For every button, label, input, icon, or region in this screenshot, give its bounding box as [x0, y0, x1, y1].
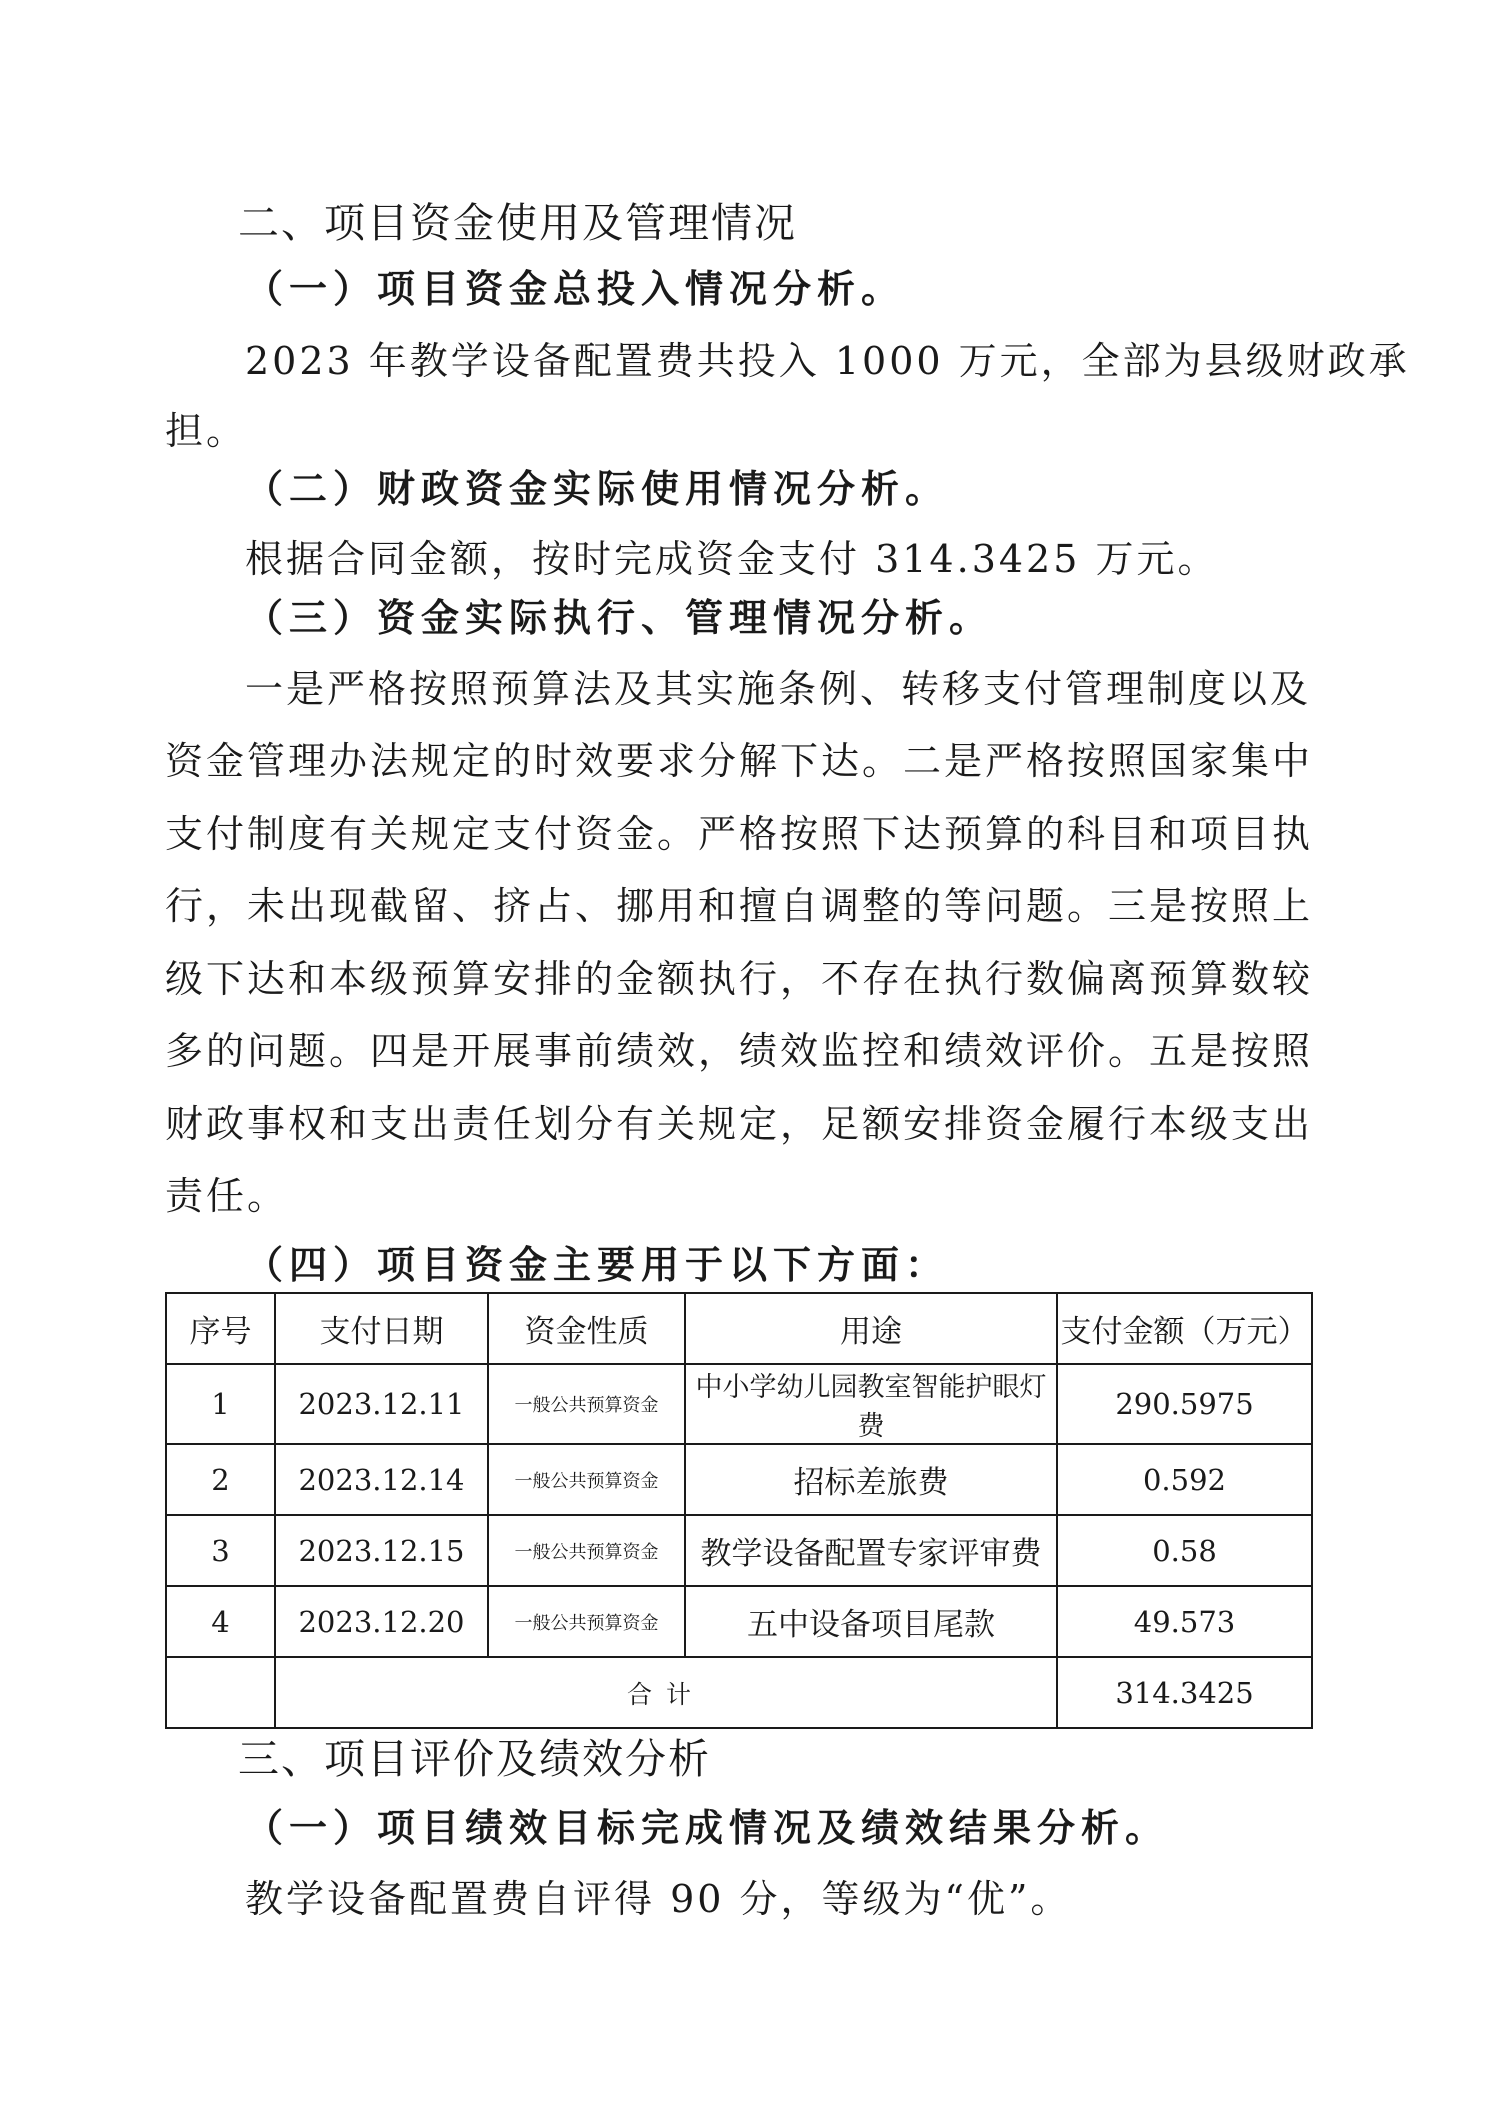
section2-sub3-line2: 资金管理办法规定的时效要求分解下达。二是严格按照国家集中 [165, 739, 1314, 783]
cell-date: 2023.12.15 [275, 1515, 488, 1586]
section2-sub1-title: （一）项目资金总投入情况分析。 [245, 266, 906, 311]
cell-index: 2 [166, 1444, 275, 1515]
payment-table [165, 1292, 1311, 1729]
total-value: 314.3425 [1057, 1657, 1312, 1728]
section3-title: 三、项目评价及绩效分析 [238, 1735, 711, 1783]
section3-sub1-title: （一）项目绩效目标完成情况及绩效结果分析。 [245, 1805, 1170, 1850]
total-label: 合计 [275, 1657, 1057, 1728]
table-total-row [166, 1657, 1312, 1728]
cell-fund-type: 一般公共预算资金 [488, 1364, 685, 1444]
header-index: 序号 [166, 1293, 275, 1364]
section3-sub1-text: 教学设备配置费自评得 90 分，等级为“优”。 [245, 1877, 1072, 1921]
cell-purpose: 招标差旅费 [685, 1444, 1057, 1515]
cell-purpose: 中小学幼儿园教室智能护眼灯费 [685, 1364, 1057, 1444]
table-row [166, 1586, 1312, 1657]
header-fund-type: 资金性质 [488, 1293, 685, 1364]
section2-sub2-text: 根据合同金额，按时完成资金支付 314.3425 万元。 [245, 537, 1219, 581]
table-row [166, 1444, 1312, 1515]
cell-amount: 290.5975 [1057, 1364, 1312, 1444]
cell-amount: 0.592 [1057, 1444, 1312, 1515]
cell-fund-type: 一般公共预算资金 [488, 1586, 685, 1657]
section2-sub3-line1: 一是严格按照预算法及其实施条例、转移支付管理制度以及 [245, 667, 1312, 711]
section2-sub1-line2: 担。 [165, 409, 248, 453]
section2-sub3-line5: 级下达和本级预算安排的金额执行，不存在执行数偏离预算数较 [165, 957, 1314, 1001]
header-amount: 支付金额（万元） [1057, 1293, 1312, 1364]
cell-index: 4 [166, 1586, 275, 1657]
section2-sub1-line1: 2023 年教学设备配置费共投入 1000 万元，全部为县级财政承 [245, 339, 1410, 383]
cell-index: 1 [166, 1364, 275, 1444]
table-row [166, 1364, 1312, 1444]
section2-sub3-line3: 支付制度有关规定支付资金。严格按照下达预算的科目和项目执 [165, 812, 1314, 856]
table-header-row [166, 1293, 1312, 1364]
section2-sub3-line8: 责任。 [165, 1174, 289, 1218]
cell-amount: 0.58 [1057, 1515, 1312, 1586]
cell-purpose: 五中设备项目尾款 [685, 1586, 1057, 1657]
section2-sub2-title: （二）财政资金实际使用情况分析。 [245, 466, 950, 511]
cell-date: 2023.12.14 [275, 1444, 488, 1515]
section2-sub3-line6: 多的问题。四是开展事前绩效，绩效监控和绩效评价。五是按照 [165, 1029, 1314, 1073]
cell-amount: 49.573 [1057, 1586, 1312, 1657]
header-date: 支付日期 [275, 1293, 488, 1364]
cell-date: 2023.12.11 [275, 1364, 488, 1444]
cell-fund-type: 一般公共预算资金 [488, 1515, 685, 1586]
section2-title: 二、项目资金使用及管理情况 [238, 199, 797, 247]
section2-sub3-line7: 财政事权和支出责任划分有关规定，足额安排资金履行本级支出 [165, 1102, 1314, 1146]
cell-empty [166, 1657, 275, 1728]
section2-sub3-title: （三）资金实际执行、管理情况分析。 [245, 595, 994, 640]
cell-index: 3 [166, 1515, 275, 1586]
cell-purpose: 教学设备配置专家评审费 [685, 1515, 1057, 1586]
cell-fund-type: 一般公共预算资金 [488, 1444, 685, 1515]
header-purpose: 用途 [685, 1293, 1057, 1364]
section2-sub3-line4: 行，未出现截留、挤占、挪用和擅自调整的等问题。三是按照上 [165, 884, 1314, 928]
table-row [166, 1515, 1312, 1586]
section2-sub4-title: （四）项目资金主要用于以下方面： [245, 1242, 950, 1287]
cell-date: 2023.12.20 [275, 1586, 488, 1657]
